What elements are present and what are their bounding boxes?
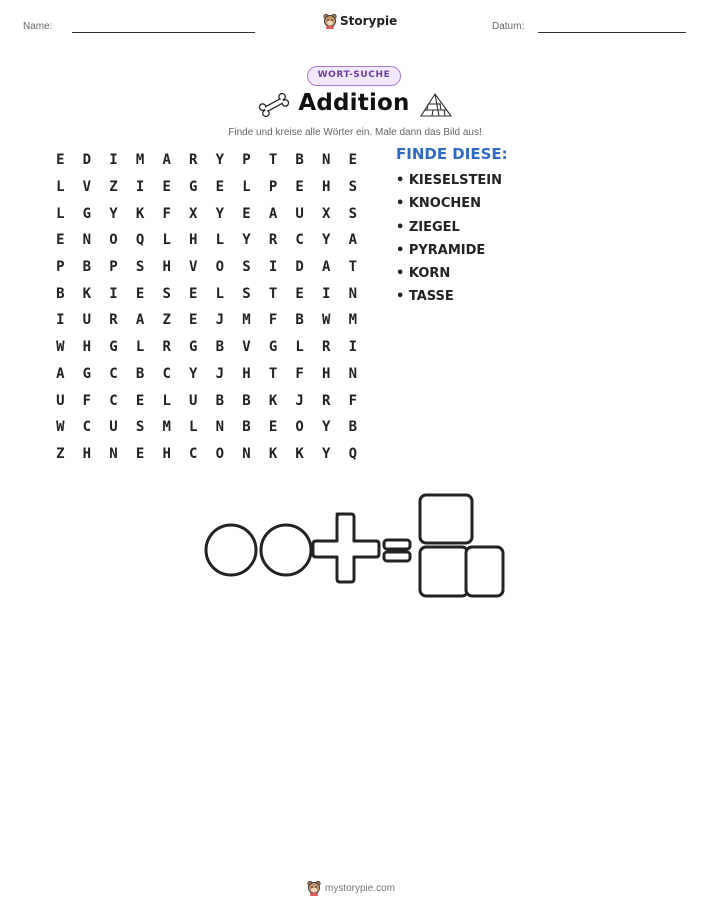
- grid-letter[interactable]: E: [215, 179, 225, 196]
- square-shape: [466, 547, 503, 596]
- word-search-grid[interactable]: [47, 147, 366, 467]
- grid-letter[interactable]: F: [162, 205, 171, 222]
- grid-letter[interactable]: G: [268, 339, 278, 356]
- grid-letter[interactable]: A: [268, 205, 278, 222]
- grid-row: [47, 361, 366, 388]
- grid-letter[interactable]: P: [56, 259, 65, 276]
- grid-letter[interactable]: O: [109, 232, 118, 249]
- grid-letter[interactable]: L: [56, 205, 65, 222]
- grid-letter[interactable]: B: [295, 152, 304, 169]
- footer-url: mystorypie.com: [325, 882, 396, 894]
- grid-letter[interactable]: L: [295, 339, 304, 356]
- category-badge: WORT-SUCHE: [307, 66, 401, 86]
- find-word-list: [396, 172, 502, 312]
- grid-letter[interactable]: C: [162, 365, 171, 382]
- grid-letter[interactable]: J: [295, 392, 304, 409]
- grid-letter[interactable]: L: [189, 419, 198, 436]
- grid-letter[interactable]: A: [162, 152, 171, 169]
- grid-letter[interactable]: B: [215, 392, 225, 409]
- name-label: Name:: [23, 21, 53, 32]
- grid-letter[interactable]: T: [348, 259, 358, 276]
- grid-letter[interactable]: M: [162, 419, 171, 436]
- grid-letter[interactable]: X: [189, 205, 198, 222]
- page-title: Addition: [298, 90, 410, 116]
- grid-letter[interactable]: B: [56, 285, 65, 302]
- grid-letter[interactable]: L: [162, 232, 171, 249]
- grid-letter[interactable]: L: [242, 179, 251, 196]
- grid-letter[interactable]: V: [189, 259, 198, 276]
- grid-letter[interactable]: A: [135, 312, 145, 329]
- grid-letter[interactable]: S: [242, 285, 251, 302]
- grid-letter[interactable]: N: [242, 445, 251, 462]
- find-word: • TASSE: [396, 289, 454, 305]
- grid-letter[interactable]: V: [242, 339, 251, 356]
- grid-letter[interactable]: B: [348, 419, 358, 436]
- grid-letter[interactable]: W: [56, 339, 65, 356]
- grid-letter[interactable]: B: [295, 312, 304, 329]
- grid-letter[interactable]: H: [189, 232, 198, 249]
- grid-letter[interactable]: E: [56, 232, 65, 249]
- grid-letter[interactable]: A: [56, 365, 65, 382]
- grid-letter[interactable]: U: [189, 392, 198, 409]
- grid-letter[interactable]: C: [109, 392, 118, 409]
- grid-letter[interactable]: F: [268, 312, 278, 329]
- grid-letter[interactable]: R: [322, 339, 331, 356]
- grid-letter[interactable]: X: [322, 205, 331, 222]
- grid-letter[interactable]: L: [215, 285, 225, 302]
- grid-letter[interactable]: C: [189, 445, 198, 462]
- grid-letter[interactable]: U: [295, 205, 304, 222]
- grid-letter[interactable]: D: [82, 152, 92, 169]
- grid-letter[interactable]: L: [215, 232, 225, 249]
- grid-letter[interactable]: N: [348, 365, 358, 382]
- find-list-title: FINDE DIESE:: [396, 145, 508, 163]
- grid-letter[interactable]: Z: [56, 445, 65, 462]
- grid-letter[interactable]: M: [242, 312, 251, 329]
- grid-letter[interactable]: E: [135, 392, 145, 409]
- grid-letter[interactable]: N: [82, 232, 92, 249]
- bear-mascot-icon: [323, 13, 337, 29]
- grid-letter[interactable]: H: [242, 365, 251, 382]
- grid-letter[interactable]: J: [215, 312, 225, 329]
- grid-letter[interactable]: O: [215, 445, 225, 462]
- grid-letter[interactable]: B: [82, 259, 92, 276]
- grid-letter[interactable]: M: [348, 312, 358, 329]
- grid-row: [47, 414, 366, 441]
- grid-letter[interactable]: N: [109, 445, 118, 462]
- circle-shape: [206, 525, 256, 575]
- grid-letter[interactable]: H: [82, 339, 92, 356]
- circle-shape: [261, 525, 311, 575]
- brand-logo: [323, 13, 397, 29]
- grid-letter[interactable]: G: [109, 339, 118, 356]
- grid-row: [47, 387, 366, 414]
- grid-letter[interactable]: E: [162, 179, 171, 196]
- find-word: • KORN: [396, 266, 451, 282]
- grid-letter[interactable]: E: [189, 312, 198, 329]
- grid-letter[interactable]: I: [348, 339, 358, 356]
- grid-letter[interactable]: K: [268, 392, 278, 409]
- grid-letter[interactable]: Q: [135, 232, 145, 249]
- grid-letter[interactable]: G: [82, 205, 92, 222]
- name-line[interactable]: [72, 32, 255, 33]
- grid-letter[interactable]: S: [135, 259, 145, 276]
- grid-letter[interactable]: O: [295, 419, 304, 436]
- date-label: Datum:: [492, 21, 525, 32]
- grid-letter[interactable]: Y: [215, 205, 225, 222]
- grid-row: [47, 200, 366, 227]
- find-word: • KNOCHEN: [396, 196, 482, 212]
- pyramid-icon: [419, 92, 453, 120]
- grid-letter[interactable]: N: [215, 419, 225, 436]
- grid-letter[interactable]: O: [215, 259, 225, 276]
- grid-letter[interactable]: E: [295, 179, 304, 196]
- grid-letter[interactable]: Y: [215, 152, 225, 169]
- grid-letter[interactable]: I: [109, 152, 118, 169]
- grid-letter[interactable]: M: [135, 152, 145, 169]
- grid-letter[interactable]: S: [135, 419, 145, 436]
- grid-letter[interactable]: P: [109, 259, 118, 276]
- brand-name: Storypie: [340, 14, 398, 28]
- grid-row: [47, 174, 366, 201]
- grid-letter[interactable]: Y: [109, 205, 118, 222]
- grid-letter[interactable]: K: [82, 285, 92, 302]
- grid-letter[interactable]: L: [56, 179, 65, 196]
- grid-letter[interactable]: A: [348, 232, 358, 249]
- grid-row: [47, 254, 366, 281]
- square-shape: [420, 547, 468, 596]
- grid-letter[interactable]: W: [322, 312, 331, 329]
- grid-letter[interactable]: R: [162, 339, 171, 356]
- grid-letter[interactable]: E: [56, 152, 65, 169]
- grid-letter[interactable]: H: [322, 179, 331, 196]
- date-line[interactable]: [538, 32, 686, 33]
- grid-letter[interactable]: B: [242, 392, 251, 409]
- grid-letter[interactable]: K: [135, 205, 145, 222]
- grid-row: [47, 147, 366, 174]
- grid-letter[interactable]: E: [189, 285, 198, 302]
- grid-letter[interactable]: I: [268, 259, 278, 276]
- grid-letter[interactable]: T: [268, 285, 278, 302]
- grid-letter[interactable]: E: [295, 285, 304, 302]
- grid-letter[interactable]: Y: [322, 232, 331, 249]
- grid-letter[interactable]: U: [56, 392, 65, 409]
- grid-letter[interactable]: S: [162, 285, 171, 302]
- equals-top-bar: [384, 540, 410, 549]
- grid-letter[interactable]: Y: [322, 445, 331, 462]
- grid-letter[interactable]: R: [109, 312, 118, 329]
- grid-letter[interactable]: E: [348, 152, 358, 169]
- grid-letter[interactable]: K: [295, 445, 304, 462]
- grid-letter[interactable]: T: [268, 152, 278, 169]
- grid-letter[interactable]: L: [162, 392, 171, 409]
- grid-letter[interactable]: S: [242, 259, 251, 276]
- grid-letter[interactable]: A: [322, 259, 331, 276]
- grid-letter[interactable]: U: [109, 419, 118, 436]
- grid-letter[interactable]: T: [268, 365, 278, 382]
- grid-letter[interactable]: R: [189, 152, 198, 169]
- grid-letter[interactable]: R: [322, 392, 331, 409]
- grid-letter[interactable]: Z: [109, 179, 118, 196]
- grid-row: [47, 307, 366, 334]
- grid-letter[interactable]: D: [295, 259, 304, 276]
- grid-row: [47, 334, 366, 361]
- instructions: Finde und kreise alle Wörter ein. Male dann das Bild aus!: [228, 127, 482, 138]
- grid-letter[interactable]: C: [109, 365, 118, 382]
- grid-letter[interactable]: S: [348, 205, 358, 222]
- grid-letter[interactable]: I: [56, 312, 65, 329]
- grid-letter[interactable]: C: [82, 419, 92, 436]
- grid-letter[interactable]: H: [82, 445, 92, 462]
- bear-mascot-icon: [307, 880, 321, 896]
- grid-letter[interactable]: S: [348, 179, 358, 196]
- grid-letter[interactable]: J: [215, 365, 225, 382]
- grid-letter[interactable]: F: [348, 392, 358, 409]
- grid-letter[interactable]: I: [135, 179, 145, 196]
- grid-row: [47, 227, 366, 254]
- grid-letter[interactable]: Y: [242, 232, 251, 249]
- addition-coloring-picture[interactable]: [200, 490, 510, 602]
- grid-letter[interactable]: L: [135, 339, 145, 356]
- grid-letter[interactable]: B: [135, 365, 145, 382]
- grid-letter[interactable]: K: [268, 445, 278, 462]
- equals-bottom-bar: [384, 552, 410, 561]
- grid-letter[interactable]: P: [268, 179, 278, 196]
- grid-letter[interactable]: V: [82, 179, 92, 196]
- grid-letter[interactable]: C: [295, 232, 304, 249]
- grid-letter[interactable]: H: [162, 445, 171, 462]
- footer: [307, 880, 395, 896]
- grid-letter[interactable]: Y: [322, 419, 331, 436]
- grid-letter[interactable]: N: [348, 285, 358, 302]
- grid-letter[interactable]: Z: [162, 312, 171, 329]
- grid-letter[interactable]: E: [242, 205, 251, 222]
- grid-letter[interactable]: U: [82, 312, 92, 329]
- grid-letter[interactable]: E: [135, 445, 145, 462]
- grid-letter[interactable]: E: [268, 419, 278, 436]
- square-shape: [420, 495, 472, 543]
- find-word: • PYRAMIDE: [396, 242, 486, 258]
- grid-letter[interactable]: H: [162, 259, 171, 276]
- grid-letter[interactable]: B: [242, 419, 251, 436]
- grid-letter[interactable]: G: [82, 365, 92, 382]
- grid-letter[interactable]: R: [268, 232, 278, 249]
- grid-row: [47, 280, 366, 307]
- grid-letter[interactable]: I: [109, 285, 118, 302]
- grid-letter[interactable]: G: [189, 339, 198, 356]
- grid-letter[interactable]: F: [295, 365, 304, 382]
- grid-letter[interactable]: B: [215, 339, 225, 356]
- grid-letter[interactable]: Y: [189, 365, 198, 382]
- grid-letter[interactable]: P: [242, 152, 251, 169]
- find-word: • ZIEGEL: [396, 219, 460, 235]
- grid-letter[interactable]: N: [322, 152, 331, 169]
- grid-letter[interactable]: G: [189, 179, 198, 196]
- grid-letter[interactable]: H: [322, 365, 331, 382]
- plus-shape: [313, 514, 379, 582]
- find-word: • KIESELSTEIN: [396, 173, 502, 188]
- grid-letter[interactable]: F: [82, 392, 92, 409]
- grid-letter[interactable]: I: [322, 285, 331, 302]
- grid-letter[interactable]: Q: [348, 445, 358, 462]
- grid-letter[interactable]: E: [135, 285, 145, 302]
- grid-letter[interactable]: W: [56, 419, 65, 436]
- grid-row: [47, 441, 366, 468]
